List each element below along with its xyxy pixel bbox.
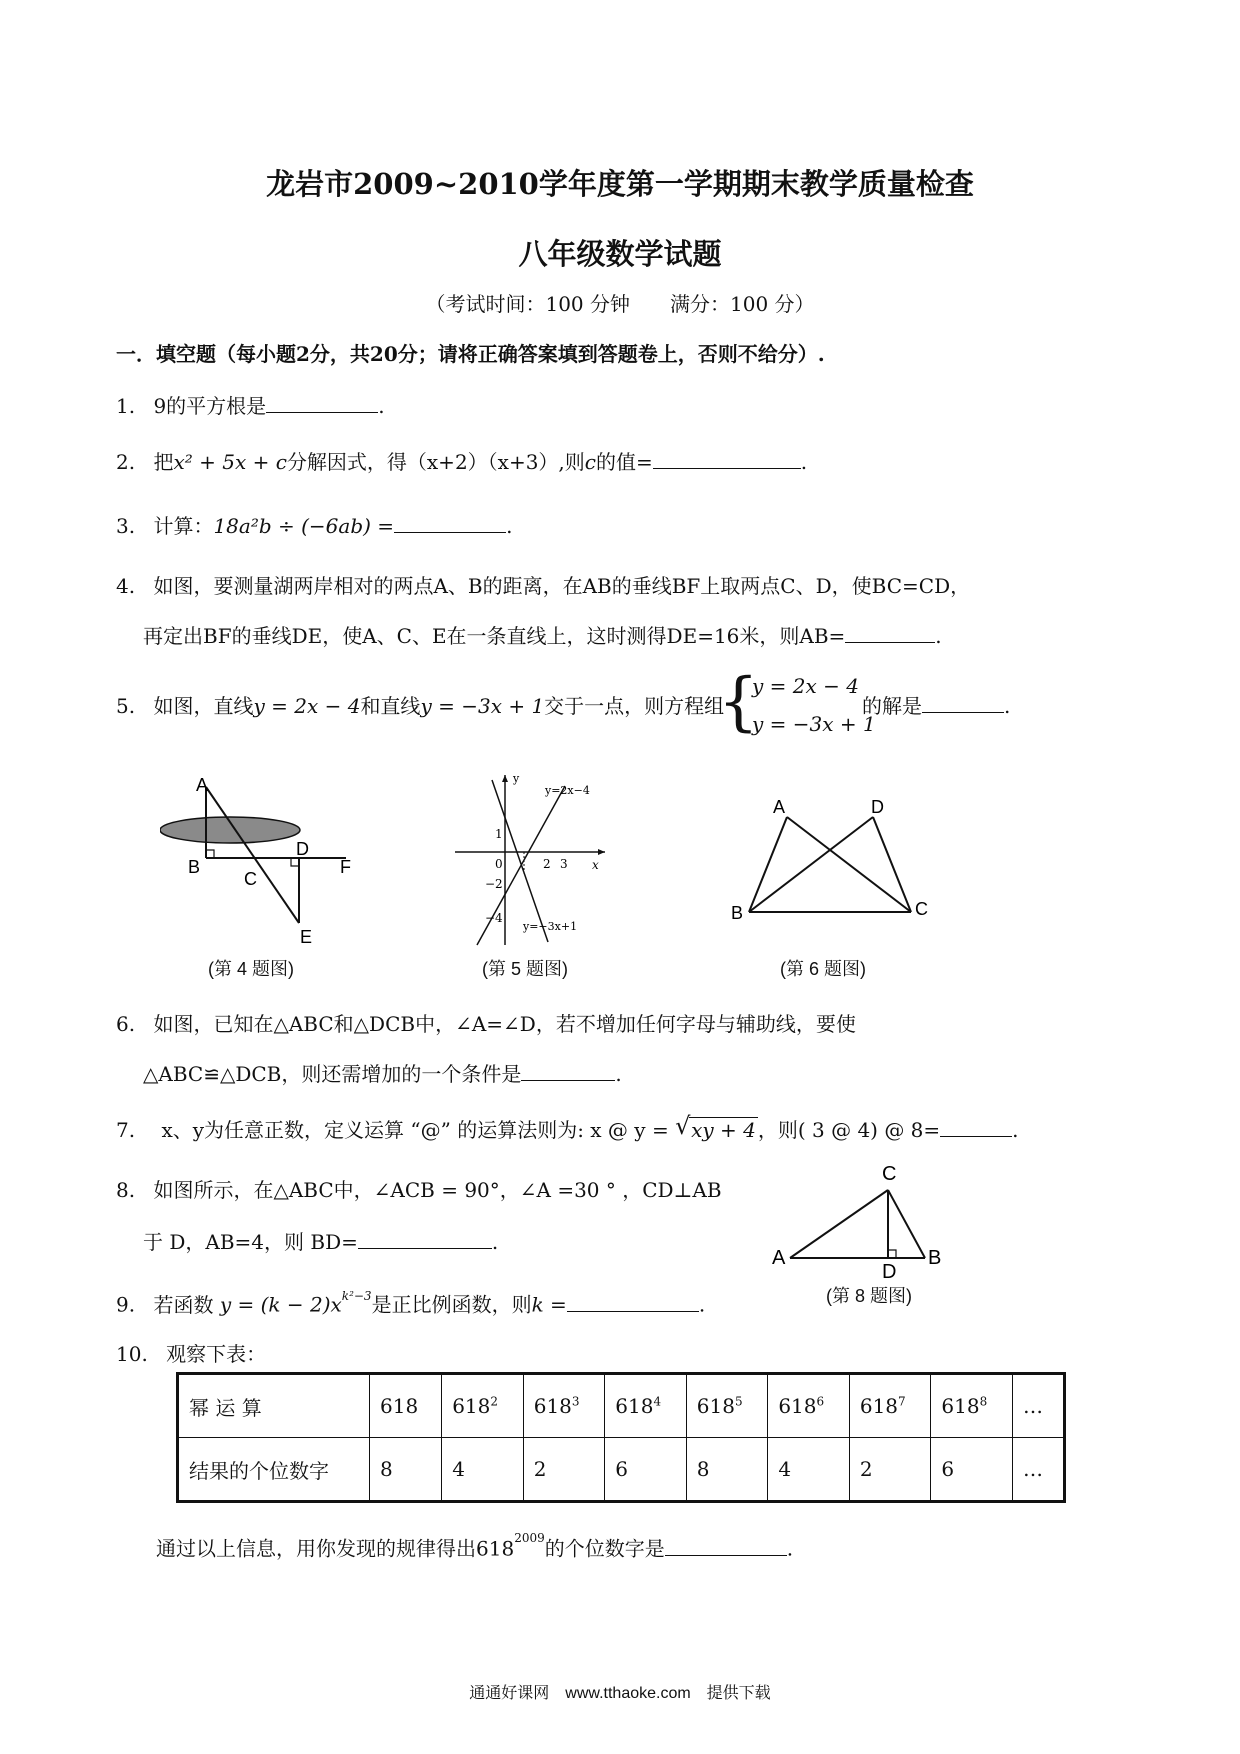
- table-cell: [523, 1374, 605, 1438]
- radical: [675, 1112, 758, 1144]
- tick-3: 3: [560, 857, 568, 871]
- label-d: D: [871, 797, 884, 817]
- question-5-end: [862, 692, 1010, 720]
- y-label: y: [513, 772, 520, 785]
- question-5: [116, 692, 724, 720]
- line-ae: [206, 787, 299, 923]
- punct: .: [1004, 694, 1011, 718]
- label-a: A: [196, 775, 209, 795]
- tick-1: 1: [495, 827, 503, 841]
- question-10: [116, 1340, 266, 1368]
- label-d: D: [296, 839, 309, 859]
- segment-ac: [790, 1190, 888, 1258]
- punct: .: [698, 1292, 706, 1317]
- punct: .: [800, 450, 808, 474]
- label-a: A: [773, 797, 786, 817]
- cell-base: 618: [778, 1394, 817, 1418]
- answer-blank[interactable]: [940, 1116, 1012, 1137]
- exam-info: （考试时间：100 分钟 满分：100 分）: [425, 292, 815, 316]
- question-text: 把: [153, 450, 174, 474]
- table-cell: [442, 1374, 524, 1438]
- answer-blank[interactable]: [358, 1228, 492, 1249]
- question-text: 如图，要测量湖两岸相对的两点A、B的距离，在AB的垂线BF上取两点C、D，使BC=CD，: [153, 574, 971, 598]
- figure-8-caption: (第 8 题图): [826, 1286, 913, 1306]
- cell-exponent: 2: [490, 1394, 499, 1409]
- question-4-line2: [143, 622, 942, 650]
- line-label-1: y=2x−4: [545, 784, 590, 797]
- label-a: A: [772, 1247, 786, 1269]
- answer-blank[interactable]: [653, 448, 801, 469]
- question-8-line2: [143, 1228, 498, 1256]
- system-eq-2: y = −3x + 1: [752, 712, 876, 736]
- table-cell: [768, 1374, 850, 1438]
- question-number: 5.: [116, 694, 136, 718]
- figure-4: [160, 775, 370, 950]
- tick-2: 2: [543, 857, 551, 871]
- question-text: 再定出BF的垂线DE，使A、C、E在一条直线上，这时测得DE=16米，则AB=: [143, 624, 846, 648]
- cell-exponent: 8: [979, 1394, 988, 1409]
- cell-base: 618: [452, 1394, 491, 1418]
- y-axis-arrow: [502, 775, 508, 782]
- table-row: [178, 1374, 1065, 1438]
- punct: .: [615, 1062, 622, 1086]
- table-cell: [370, 1374, 442, 1438]
- figure-6: [725, 795, 955, 925]
- answer-blank[interactable]: [394, 512, 506, 533]
- question-text: 9的平方根是: [153, 394, 267, 418]
- question-6-line2: [143, 1060, 622, 1088]
- math-expression: 18a²b ÷ (−6ab): [213, 514, 371, 538]
- row-header: 结果的个位数字: [178, 1438, 370, 1502]
- question-text: 如图，已知在△ABC和△DCB中，∠A=∠D，若不增加任何字母与辅助线，要使: [153, 1012, 856, 1036]
- figure-5: [455, 770, 615, 950]
- cell-base: 618: [696, 1394, 735, 1418]
- label-d: D: [882, 1261, 897, 1280]
- label-f: F: [340, 857, 351, 877]
- table-cell: 8: [370, 1438, 442, 1502]
- question-8: [116, 1176, 722, 1204]
- row-header: 幂 运 算: [178, 1374, 370, 1438]
- table-cell: [931, 1374, 1013, 1438]
- brace-symbol: {: [718, 665, 759, 739]
- cell-base: 618: [941, 1394, 980, 1418]
- question-text: △ABC≌△DCB，则还需增加的一个条件是: [143, 1062, 522, 1086]
- table-cell: 2: [849, 1438, 931, 1502]
- right-angle-d: [291, 858, 299, 866]
- math-expression: y = −3x + 1: [420, 694, 545, 718]
- cell-base: 618: [859, 1394, 899, 1418]
- exam-title: 龙岩市2009~2010学年度第一学期期末教学质量检查: [266, 167, 974, 201]
- label-c: C: [244, 869, 257, 889]
- table-cell: 4: [768, 1438, 850, 1502]
- question-9: [116, 1286, 705, 1319]
- answer-blank[interactable]: [922, 692, 1004, 713]
- punct: .: [1012, 1118, 1019, 1142]
- math-expression: x² + 5x + c: [173, 450, 287, 474]
- tick-m4: −4: [485, 911, 503, 925]
- segment-cb: [888, 1190, 925, 1258]
- line-label-2: y=−3x+1: [523, 920, 578, 933]
- cell-base: 618: [615, 1394, 654, 1418]
- question-text: 通过以上信息，用你发现的规律得出: [156, 1536, 476, 1561]
- exponent: k²−3: [341, 1289, 372, 1303]
- tick-m2: −2: [485, 877, 503, 891]
- question-text: 于 D，AB=4，则 BD=: [143, 1230, 358, 1254]
- answer-blank[interactable]: [521, 1060, 615, 1081]
- label-b: B: [731, 903, 744, 923]
- power-table: [176, 1372, 1066, 1503]
- question-text: x、y为任意正数，定义运算 “@” 的运算法则为: x @ y =: [161, 1118, 669, 1142]
- question-text: 的个位数字是: [544, 1536, 665, 1561]
- question-text: 交于一点，则方程组: [544, 694, 725, 718]
- question-number: 2.: [116, 450, 136, 474]
- figure-8: [770, 1160, 950, 1280]
- question-number: 3.: [116, 514, 136, 538]
- figure-5-caption: (第 5 题图): [482, 959, 569, 979]
- question-text: 观察下表：: [166, 1342, 267, 1366]
- variable: c: [584, 450, 596, 474]
- exam-subtitle: 八年级数学试题: [518, 237, 722, 271]
- punct: .: [786, 1536, 794, 1561]
- table-cell: 8: [686, 1438, 768, 1502]
- label-c: C: [882, 1163, 897, 1185]
- question-text: 如图，直线: [153, 694, 254, 718]
- answer-blank[interactable]: [665, 1535, 787, 1556]
- table-cell-ellipsis: …: [1013, 1374, 1065, 1438]
- answer-blank[interactable]: [845, 622, 935, 643]
- question-number: 7.: [116, 1118, 136, 1142]
- math-expression: y = 2x − 4: [253, 694, 361, 718]
- question-text: 是正比例函数，则: [371, 1292, 532, 1317]
- answer-blank[interactable]: [567, 1291, 699, 1312]
- question-number: 6.: [116, 1012, 136, 1036]
- system-eq-1: y = 2x − 4: [752, 674, 859, 698]
- question-6: [116, 1010, 856, 1038]
- exponent: 2009: [514, 1531, 545, 1545]
- table-cell: [605, 1374, 687, 1438]
- cell-exponent: 7: [898, 1394, 906, 1409]
- section-heading: 一．填空题（每小题2分，共20分；请将正确答案填到答题卷上，否则不给分）.: [116, 342, 825, 366]
- radical-sign: √: [675, 1112, 691, 1140]
- question-text: 的解是: [862, 694, 922, 718]
- table-row: [178, 1438, 1065, 1502]
- cell-base: 618: [380, 1394, 419, 1418]
- question-4: [116, 572, 970, 600]
- question-text: ，则( 3 @ 4) @ 8=: [757, 1118, 941, 1142]
- answer-blank[interactable]: [266, 392, 378, 413]
- punct: .: [378, 394, 385, 418]
- cell-exponent: 4: [653, 1394, 662, 1409]
- right-angle-b: [206, 850, 214, 858]
- table-cell: [849, 1374, 931, 1438]
- question-number: 10.: [116, 1342, 148, 1366]
- footer-text: 通通好课网 www.tthaoke.com 提供下载: [469, 1685, 771, 1702]
- cell-exponent: 3: [571, 1394, 580, 1409]
- table-cell-ellipsis: …: [1013, 1438, 1065, 1502]
- question-10-followup: [156, 1530, 793, 1563]
- question-text: 和直线: [360, 694, 421, 718]
- question-1: [116, 392, 385, 420]
- table-cell: 6: [931, 1438, 1013, 1502]
- x-label: x: [592, 858, 599, 872]
- punct: .: [506, 514, 513, 538]
- label-b: B: [188, 857, 201, 877]
- question-number: 8.: [116, 1178, 136, 1202]
- figure-4-caption: (第 4 题图): [208, 959, 295, 979]
- radicand: xy + 4: [691, 1118, 756, 1142]
- question-number: 1.: [116, 394, 136, 418]
- label-e: E: [300, 927, 313, 947]
- label-b: B: [928, 1247, 942, 1269]
- question-number: 4.: [116, 574, 136, 598]
- punct: .: [491, 1230, 499, 1254]
- x-axis-arrow: [598, 849, 605, 855]
- math-expression: y = (k − 2)x: [219, 1292, 342, 1317]
- table-cell: 4: [442, 1438, 524, 1502]
- question-text: 若函数: [153, 1292, 214, 1317]
- cell-base: 618: [533, 1394, 572, 1418]
- variable: k =: [531, 1292, 567, 1317]
- table-cell: 6: [605, 1438, 687, 1502]
- question-number: 9.: [116, 1292, 136, 1317]
- origin-label: 0: [495, 857, 503, 871]
- question-2: [116, 448, 807, 476]
- question-text: 分解因式，得（x+2）（x+3）,则: [286, 450, 585, 474]
- question-3: [116, 512, 512, 540]
- question-7: [116, 1112, 1019, 1144]
- cell-exponent: 5: [734, 1394, 743, 1409]
- right-angle-d: [888, 1250, 896, 1258]
- question-text: =: [377, 514, 395, 538]
- figure-6-caption: (第 6 题图): [780, 959, 867, 979]
- label-c: C: [915, 899, 928, 919]
- table-cell: 2: [523, 1438, 605, 1502]
- math-base: 618: [476, 1536, 515, 1561]
- question-text: 计算：: [153, 514, 214, 538]
- punct: .: [935, 624, 942, 648]
- cell-exponent: 6: [816, 1394, 825, 1409]
- question-text: 如图所示，在△ABC中，∠ACB = 90°，∠A =30 ° ，CD⊥AB: [153, 1178, 722, 1202]
- question-text: 的值=: [596, 450, 653, 474]
- table-cell: [686, 1374, 768, 1438]
